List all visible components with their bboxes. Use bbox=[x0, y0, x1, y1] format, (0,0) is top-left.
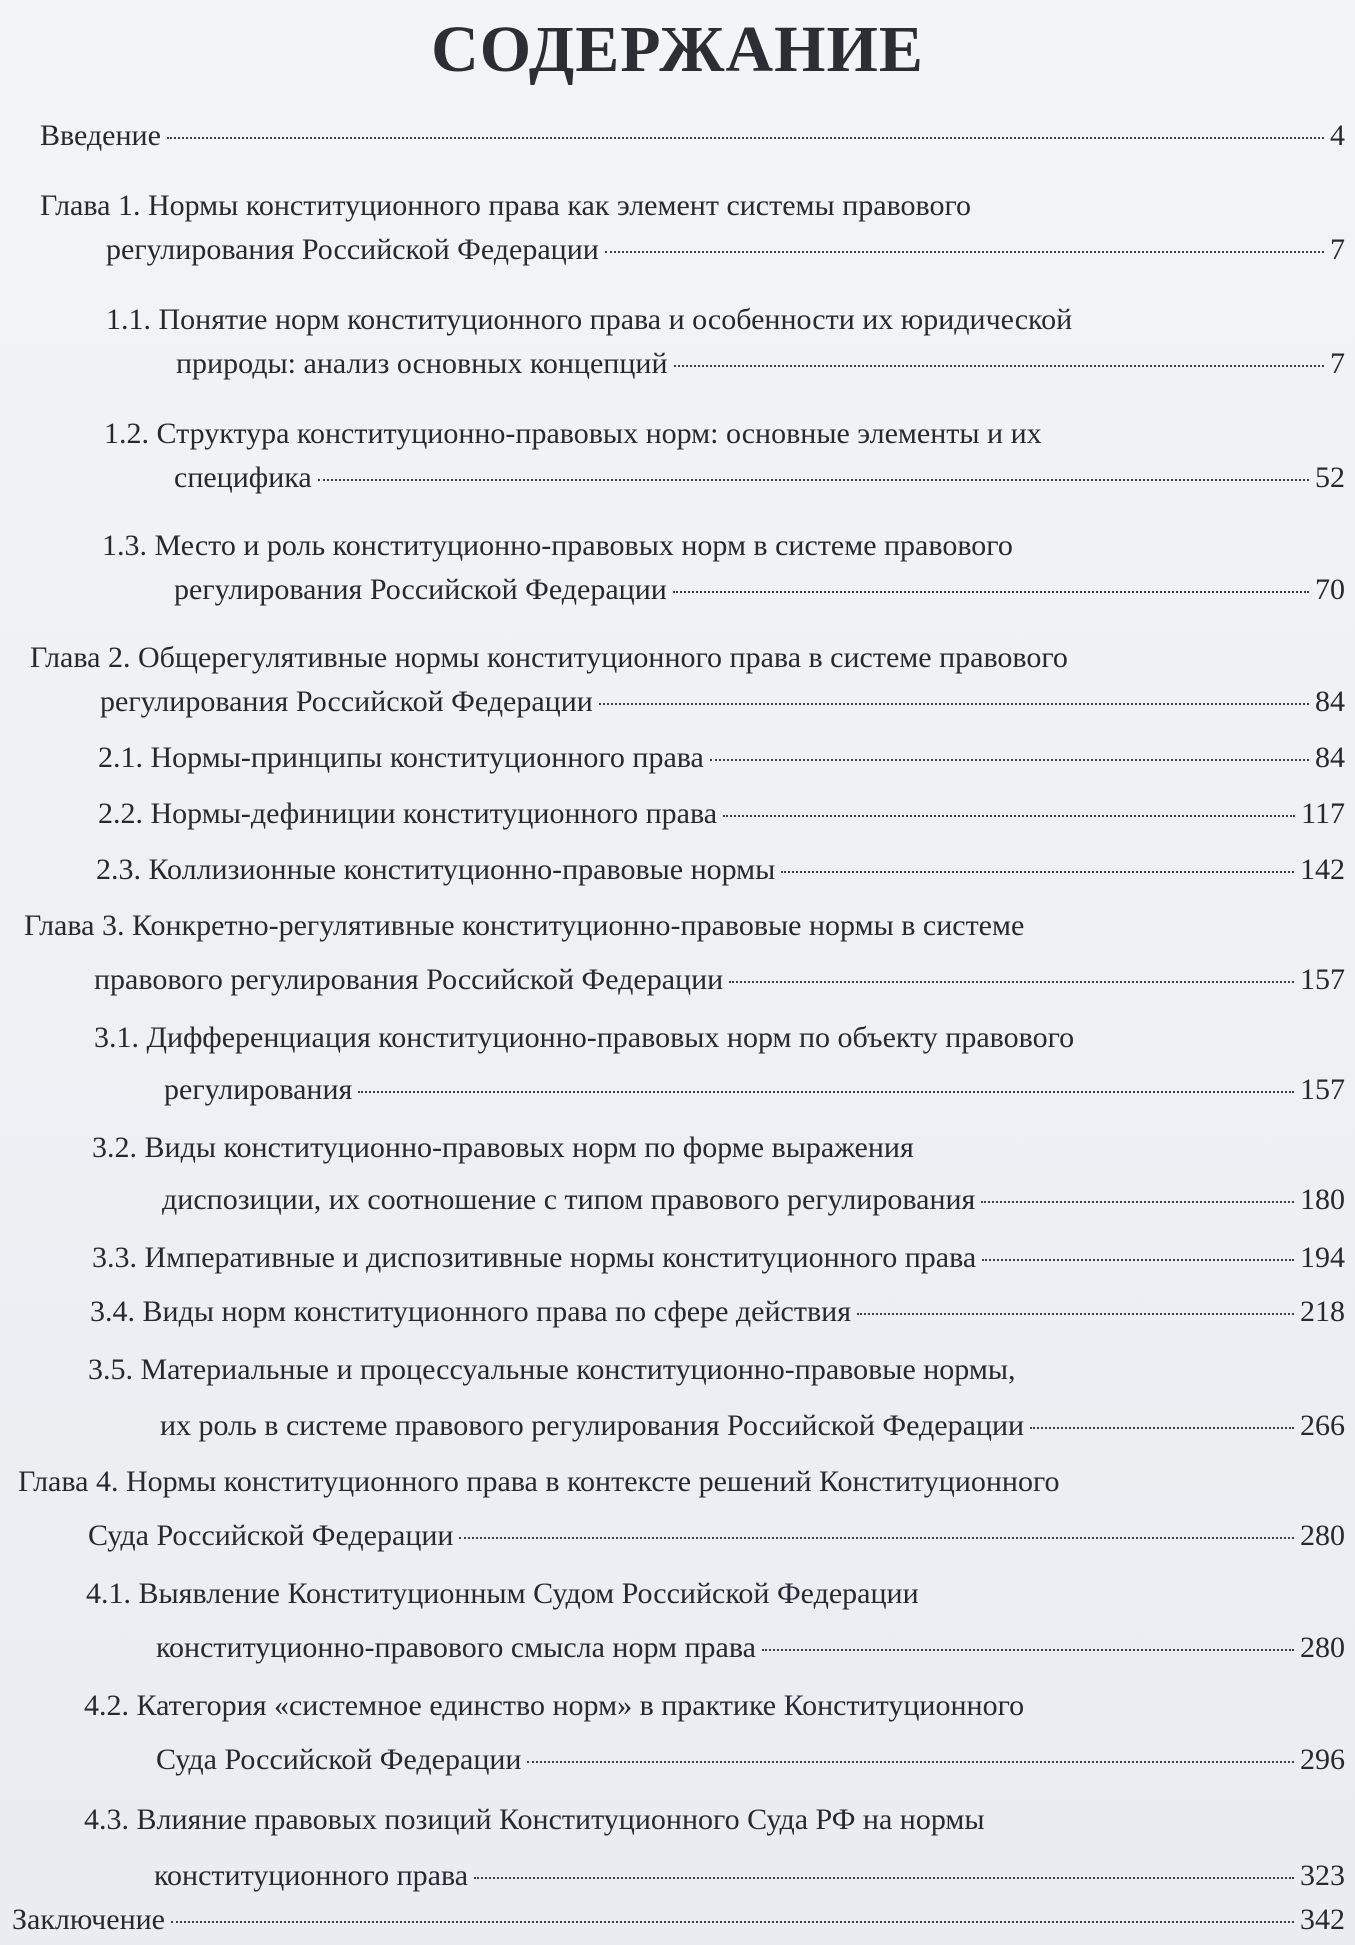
toc-entry-page: 52 bbox=[1315, 461, 1345, 494]
toc-entry-page: 280 bbox=[1300, 1631, 1345, 1664]
toc-entry-s3-5 bbox=[160, 1408, 1345, 1444]
dot-leader bbox=[857, 1313, 1294, 1315]
toc-entry-title: Суда Российской Федерации bbox=[156, 1743, 522, 1776]
toc-entry-page: 117 bbox=[1301, 797, 1345, 830]
toc-entry-title: 3.5. Материальные и процессуальные конституционно-правовые нормы, bbox=[88, 1353, 1016, 1386]
toc-entry-title: диспозиции, их соотношение с типом правового регулирования bbox=[162, 1183, 976, 1216]
dot-leader bbox=[474, 1877, 1294, 1879]
toc-entry-title: 4.1. Выявление Конституционным Судом Российской Федерации bbox=[86, 1577, 919, 1610]
toc-entry-title: Введение bbox=[40, 119, 161, 152]
toc-entry-s1-2-line1 bbox=[104, 416, 1345, 452]
dot-leader bbox=[729, 981, 1294, 983]
toc-entry-title: 3.1. Дифференциация конституционно-правовых норм по объекту правового bbox=[94, 1021, 1075, 1054]
toc-entry-title: 3.4. Виды норм конституционного права по сфере действия bbox=[90, 1295, 851, 1328]
toc-entry-page: 84 bbox=[1315, 685, 1345, 718]
toc-entry-page: 157 bbox=[1300, 963, 1345, 996]
toc-entry-title: 2.3. Коллизионные конституционно-правовые нормы bbox=[96, 853, 776, 886]
toc-entry-title: 1.2. Структура конституционно-правовых норм: основные элементы и их bbox=[104, 417, 1042, 450]
toc-entry-title: Глава 2. Общерегулятивные нормы конституционного права в системе правового bbox=[30, 641, 1068, 674]
toc-entry-s4-2-line1 bbox=[84, 1688, 1345, 1724]
toc-entry-s1-3 bbox=[174, 572, 1345, 608]
toc-entry-page: 7 bbox=[1330, 233, 1345, 266]
toc-entry-ch4 bbox=[88, 1518, 1345, 1554]
page-title: СОДЕРЖАНИЕ bbox=[431, 13, 924, 86]
toc-entry-title: Глава 4. Нормы конституционного права в контексте решений Конституционного bbox=[18, 1465, 1060, 1498]
toc-entry-page: 84 bbox=[1315, 741, 1345, 774]
toc-entry-s1-1-line1 bbox=[106, 302, 1345, 338]
toc-entry-s2-3 bbox=[96, 852, 1345, 888]
toc-entry-page: 323 bbox=[1300, 1859, 1345, 1892]
toc-entry-title: регулирования Российской Федерации bbox=[106, 233, 599, 266]
toc-entry-title: 1.1. Понятие норм конституционного права и особенности их юридической bbox=[106, 303, 1073, 336]
toc-entry-s4-3 bbox=[154, 1858, 1345, 1894]
dot-leader bbox=[599, 703, 1309, 705]
toc-entry-title: природы: анализ основных концепций bbox=[176, 347, 668, 380]
dot-leader bbox=[981, 1201, 1294, 1203]
toc-entry-s3-5-line1 bbox=[88, 1352, 1345, 1388]
toc-entry-title: специфика bbox=[174, 461, 312, 494]
dot-leader bbox=[358, 1091, 1294, 1093]
toc-entry-page: 194 bbox=[1300, 1241, 1345, 1274]
toc-entry-page: 157 bbox=[1300, 1073, 1345, 1106]
dot-leader bbox=[605, 251, 1324, 253]
dot-leader bbox=[674, 365, 1324, 367]
toc-entry-title: регулирования bbox=[164, 1073, 353, 1106]
toc-entry-s3-4 bbox=[90, 1294, 1345, 1330]
toc-entry-s4-3-line1 bbox=[84, 1802, 1345, 1838]
dot-leader bbox=[781, 871, 1294, 873]
toc-entry-title: 1.3. Место и роль конституционно-правовых норм в системе правового bbox=[102, 529, 1013, 562]
toc-entry-s3-2-line1 bbox=[92, 1130, 1345, 1166]
dot-leader bbox=[167, 137, 1324, 139]
toc-entry-s3-2 bbox=[162, 1182, 1345, 1218]
toc-entry-title: Суда Российской Федерации bbox=[88, 1519, 454, 1552]
toc-entry-title: их роль в системе правового регулирования Российской Федерации bbox=[160, 1409, 1025, 1442]
toc-entry-title: 3.3. Императивные и диспозитивные нормы конституционного права bbox=[92, 1241, 977, 1274]
toc-entry-page: 280 bbox=[1300, 1519, 1345, 1552]
toc-entry-page: 266 bbox=[1300, 1409, 1345, 1442]
toc-entry-title: правового регулирования Российской Федерации bbox=[94, 963, 724, 996]
dot-leader bbox=[710, 759, 1309, 761]
toc-entry-title: 3.2. Виды конституционно-правовых норм по форме выражения bbox=[92, 1131, 914, 1164]
toc-entry-intro bbox=[40, 118, 1345, 154]
toc-entry-page: 180 bbox=[1300, 1183, 1345, 1216]
dot-leader bbox=[673, 591, 1309, 593]
dot-leader bbox=[318, 479, 1309, 481]
toc-entry-title: 4.2. Категория «системное единство норм» в практике Конституционного bbox=[84, 1689, 1025, 1722]
dot-leader bbox=[1030, 1427, 1294, 1429]
toc-entry-s3-1 bbox=[164, 1072, 1345, 1108]
toc-entry-title: Глава 3. Конкретно-регулятивные конституционно-правовые нормы в системе bbox=[24, 909, 1025, 942]
toc-entry-ch3 bbox=[94, 962, 1345, 998]
dot-leader bbox=[527, 1761, 1294, 1763]
toc-entry-ch1-line1 bbox=[40, 188, 1345, 224]
toc-entry-page: 296 bbox=[1300, 1743, 1345, 1776]
toc-entry-s3-3 bbox=[92, 1240, 1345, 1276]
toc-entry-ch2 bbox=[100, 684, 1345, 720]
toc-entry-s4-1 bbox=[156, 1630, 1345, 1666]
toc-entry-ch4-line1 bbox=[18, 1464, 1345, 1500]
dot-leader bbox=[723, 815, 1295, 817]
toc-entry-s2-1 bbox=[98, 740, 1345, 776]
toc-entry-s1-1 bbox=[176, 346, 1345, 382]
toc-entry-page: 4 bbox=[1330, 119, 1345, 152]
dot-leader bbox=[171, 1921, 1294, 1923]
toc-entry-s2-2 bbox=[98, 796, 1345, 832]
toc-entry-conclusion bbox=[12, 1902, 1345, 1938]
toc-entry-title: конституционного права bbox=[154, 1859, 469, 1892]
toc-entry-title: конституционно-правового смысла норм права bbox=[156, 1631, 756, 1664]
toc-entry-title: 4.3. Влияние правовых позиций Конституционного Суда РФ на нормы bbox=[84, 1803, 985, 1836]
toc-entry-title: 2.1. Нормы-принципы конституционного права bbox=[98, 741, 704, 774]
toc-entry-s1-2 bbox=[174, 460, 1345, 496]
dot-leader bbox=[459, 1537, 1294, 1539]
toc-entry-page: 70 bbox=[1315, 573, 1345, 606]
toc-entry-title: Заключение bbox=[12, 1903, 165, 1936]
toc-entry-ch1 bbox=[106, 232, 1345, 268]
toc-entry-page: 142 bbox=[1300, 853, 1345, 886]
toc-entry-ch2-line1 bbox=[30, 640, 1345, 676]
toc-entry-title: регулирования Российской Федерации bbox=[100, 685, 593, 718]
toc-entry-s1-3-line1 bbox=[102, 528, 1345, 564]
toc-entry-page: 342 bbox=[1300, 1903, 1345, 1936]
toc-entry-page: 7 bbox=[1330, 347, 1345, 380]
dot-leader bbox=[762, 1649, 1294, 1651]
toc-entry-ch3-line1 bbox=[24, 908, 1345, 944]
toc-entry-s3-1-line1 bbox=[94, 1020, 1345, 1056]
dot-leader bbox=[982, 1259, 1294, 1261]
toc-entry-s4-2 bbox=[156, 1742, 1345, 1778]
toc-entry-s4-1-line1 bbox=[86, 1576, 1345, 1612]
toc-entry-page: 218 bbox=[1300, 1295, 1345, 1328]
toc-entry-title: Глава 1. Нормы конституционного права как элемент системы правового bbox=[40, 189, 972, 222]
toc-entry-title: 2.2. Нормы-дефиниции конституционного права bbox=[98, 797, 718, 830]
toc-entry-title: регулирования Российской Федерации bbox=[174, 573, 667, 606]
